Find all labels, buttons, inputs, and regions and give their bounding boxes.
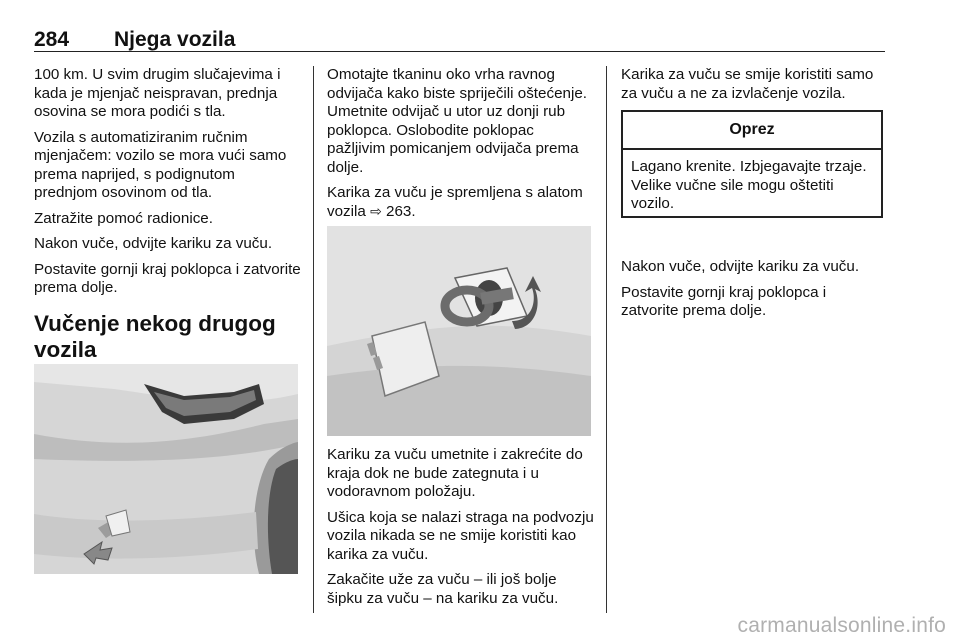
page-reference-arrow-icon: ⇨ xyxy=(370,203,382,220)
column-divider-2 xyxy=(606,66,607,613)
watermark: carmanualsonline.info xyxy=(737,614,946,637)
paragraph: Omotajte tkaninu oko vrha ravnog odvijača kako biste spriječili oštećenje. Umetnite odvijač u utor uz donji rub poklopca. Oslobodite poklopac pažljivim pomicanjem odvijača prema dolje. xyxy=(327,66,588,176)
paragraph: Nakon vuče, odvijte kariku za vuču. xyxy=(34,235,273,252)
paragraph: Nakon vuče, odvijte kariku za vuču. xyxy=(621,258,860,275)
page-reference[interactable]: 263. xyxy=(381,202,416,220)
paragraph: Vozila s automatiziranim ručnim mjenjačem: vozilo se mora vući samo prema naprijed, s podignutom prednjom osovinom od tla. xyxy=(34,128,287,201)
page-title: Njega vozila xyxy=(114,28,236,51)
column-2-lower xyxy=(327,446,595,615)
paragraph: Kariku za vuču umetnite i zakrećite do kraja dok ne bude zategnuta i u vodoravnom položaju. xyxy=(327,446,583,500)
column-divider-1 xyxy=(313,66,314,613)
paragraph-text: Karika za vuču je spremljena s alatom vozila xyxy=(327,184,583,220)
paragraph: Postavite gornji kraj poklopca i zatvorite prema dolje. xyxy=(34,260,301,296)
paragraph: Zatražite pomoć radionice. xyxy=(34,209,213,227)
paragraph xyxy=(327,184,595,221)
rear-bumper-drawing xyxy=(34,364,298,574)
page-header xyxy=(34,14,885,50)
header-rule xyxy=(34,51,885,52)
paragraph: 100 km. U svim drugim slučajevima i kada je mjenjač neispravan, prednja osovina se mora podići s tla. xyxy=(34,66,281,120)
caution-title: Oprez xyxy=(623,112,881,150)
paragraph: Karika za vuču se smije koristiti samo za vuču a ne za izvlačenje vozila. xyxy=(621,66,874,102)
paragraph: Ušica koja se nalazi straga na podvozju vozila nikada se ne smije koristiti kao karika za vuču. xyxy=(327,508,594,563)
column-1 xyxy=(34,66,302,363)
paragraph: Zakačite uže za vuču – ili još bolje šipku za vuču – na kariku za vuču. xyxy=(327,571,559,607)
paragraph: Postavite gornji kraj poklopca i zatvorite prema dolje. xyxy=(621,283,827,319)
column-2 xyxy=(327,66,595,228)
column-3 xyxy=(621,66,887,110)
caution-text: Lagano krenite. Izbjegavajte trzaje. Velike vučne sile mogu oštetiti vozilo. xyxy=(631,158,867,212)
tow-eye-drawing xyxy=(327,226,591,436)
tow-eye-illustration xyxy=(327,226,591,436)
caution-box xyxy=(621,110,883,218)
rear-bumper-illustration xyxy=(34,364,298,574)
column-3-lower xyxy=(621,258,887,328)
page-number: 284 xyxy=(34,28,70,51)
section-heading: Vučenje nekog drugog vozila xyxy=(34,310,276,362)
